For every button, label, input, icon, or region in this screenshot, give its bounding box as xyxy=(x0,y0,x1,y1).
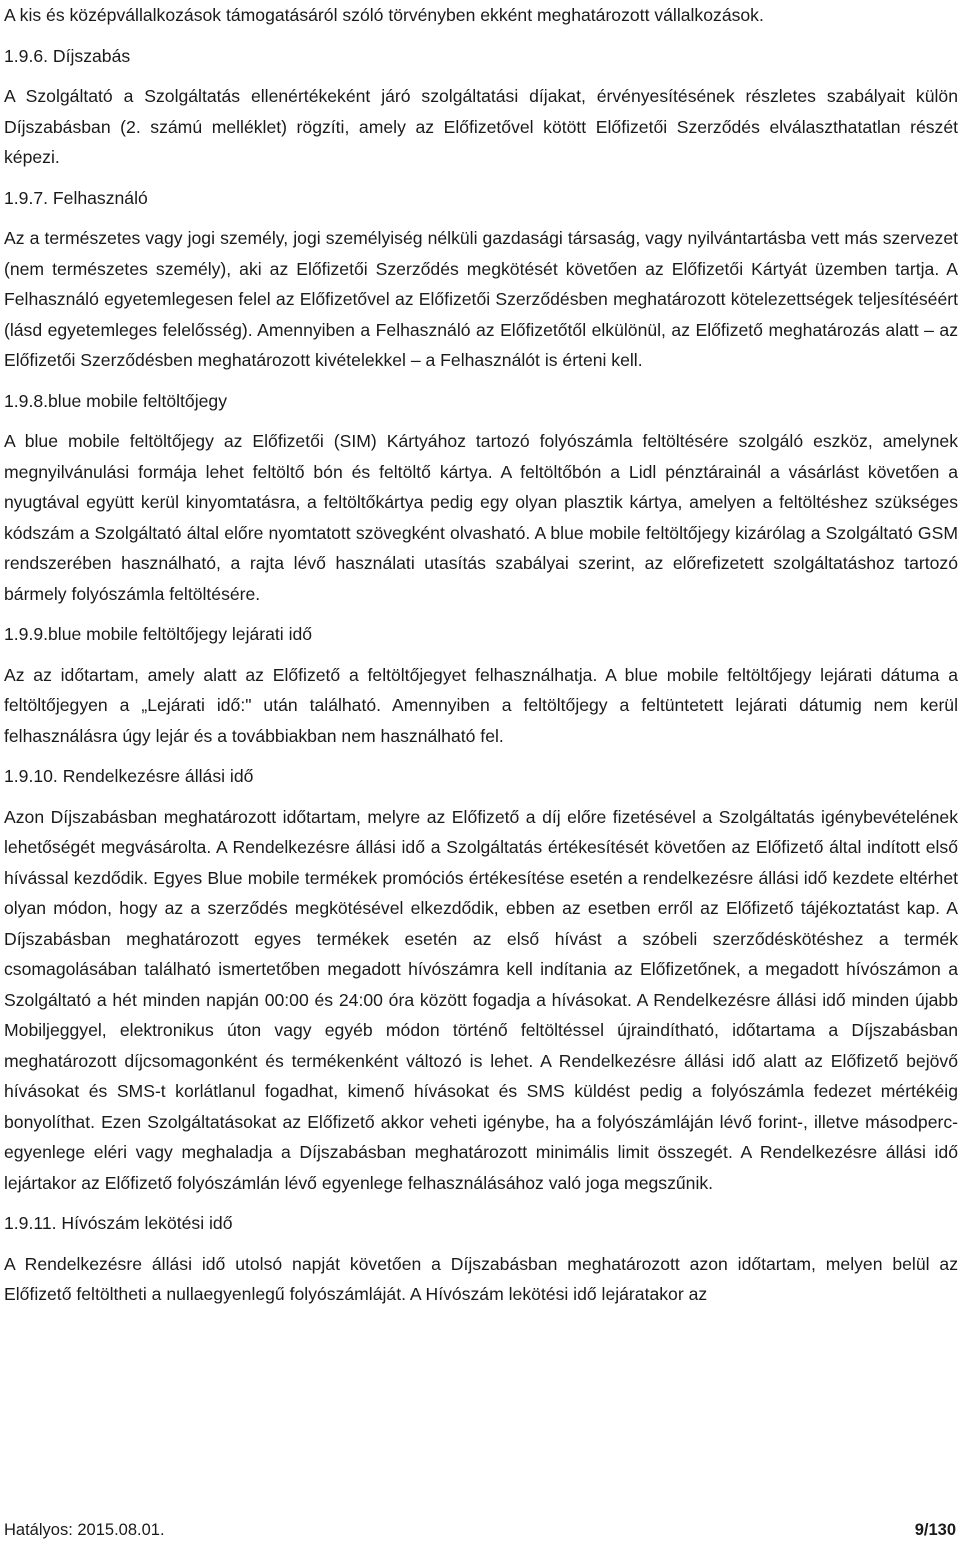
section-felhasznalo xyxy=(4,183,958,376)
section-heading: 1.9.11. Hívószám lekötési idő xyxy=(4,1213,233,1233)
page-number: 9/130 xyxy=(914,1521,956,1539)
section-paragraph: A Rendelkezésre állási idő utolsó napját követően a Díjszabásban meghatározott azon időtartam, melyen belül az Előfizető feltöltheti a nullaegyenlegű folyószámláját. A Hívószám lekötési idő lejáratakor az xyxy=(4,1253,958,1304)
section-paragraph: Azon Díjszabásban meghatározott időtartam, melyre az Előfizető a díj előre fizetésével a Szolgáltatás igénybevételének lehetőségét megvásárolta. A Rendelkezésre állási idő a Szolgáltatás értékesítését követően az Előfizető által indított első hívással kezdődik. Egyes Blue mobile termékek promóciós értékesítése esetén a rendelkezésre állási idő kezdete eltérhet olyan módon, hogy az a szerződés megkötésével elkezdődik, ebben az esetben erről az Előfizető tájékoztatást kap. A Díjszabásban meghatározott egyes termékek esetén az első hívást a szóbeli szerződéskötéshez a termék csomagolásában található ismertetőben megadott hívószámra kell indítania az Előfizetőnek, a megadott hívószámon a Szolgáltató a hét minden napján 00:00 és 24:00 óra között fogadja a hívásokat. A Rendelkezésre állási idő minden újabb Mobiljeggyel, elektronikus úton vagy egyéb módon történő feltöltéssel újraindítható, időtartama a Díjszabásban meghatározott díjcsomagonként és termékenként változó is lehet. A Rendelkezésre állási idő alatt az Előfizető bejövő hívásokat és SMS-t korlátlanul fogadhat, kimenő hívásokat és SMS küldést pedig a folyószámla fedezet mértékéig bonyolíthat. Ezen Szolgáltatásokat az Előfizető akkor veheti igénybe, ha a folyószámláján lévő forint-, illetve másodperc-egyenlege eléri vagy meghaladja a Díjszabásban meghatározott minimális limit összegét. A Rendelkezésre állási idő lejártakor az Előfizető folyószámlán lévő egyenlege felhasználásához való joga megszűnik. xyxy=(4,806,958,1193)
section-heading: 1.9.7. Felhasználó xyxy=(4,187,148,208)
document-page xyxy=(4,0,958,1310)
section-paragraph: A blue mobile feltöltőjegy az Előfizetői (SIM) Kártyához tartozó folyószámla feltöltésére szolgáló eszköz, amelynek megnyilvánulási formája lehet feltöltő bón és feltöltő kártya. A feltöltőbón a Lidl pénztárainál a vásárlást követően a nyugtával együtt kerül kinyomtatásra, a feltöltőkártya pedig egy olyan plasztik kártya, amelyen a feltöltéshez szükséges kódszám a Szolgáltató által előre nyomtatott szövegként olvasható. A blue mobile feltöltőjegy kizárólag a Szolgáltató GSM rendszerében használható, a rajta lévő használati utasítás szabályai szerint, az előrefizetett szolgáltatáshoz tartozó bármely folyószámla feltöltésére. xyxy=(4,431,958,604)
section-paragraph: A Szolgáltató a Szolgáltatás ellenértékeként járó szolgáltatási díjakat, érvényesítésének részletes szabályait külön Díjszabásban (2. számú melléklet) rögzíti, amely az Előfizetővel kötött Előfizetői Szerződés elválaszthatatlan részét képezi. xyxy=(4,86,958,167)
section-heading: 1.9.10. Rendelkezésre állási idő xyxy=(4,766,254,786)
section-feltoltojegy xyxy=(4,386,958,610)
effective-date: Hatályos: 2015.08.01. xyxy=(4,1521,165,1539)
section-dijszabas xyxy=(4,41,958,173)
section-hivoszam-lekotesi-ido xyxy=(4,1208,958,1310)
section-paragraph: Az a természetes vagy jogi személy, jogi személyiség nélküli gazdasági társaság, vagy nyilvántartásba vett más szervezet (nem természetes személy), aki az Előfizetői Szerződés megkötését követően az Előfizetői Kártyát üzemben tartja. A Felhasználó egyetemlegesen felel az Előfizetővel az Előfizetői Szerződésben meghatározott kötelezettségek teljesítéséért (lásd egyetemleges felelősség). Amennyiben a Felhasználó az Előfizetőtől elkülönül, az Előfizető meghatározás alatt – az Előfizetői Szerződésben meghatározott kivételekkel – a Felhasználót is érteni kell. xyxy=(4,228,958,370)
intro-paragraph: A kis és középvállalkozások támogatásáról szóló törvényben ekként meghatározott vállalkozások. xyxy=(4,5,764,25)
page-footer xyxy=(4,1517,956,1543)
section-feltoltojegy-lejarati-ido xyxy=(4,619,958,751)
section-heading: 1.9.9.blue mobile feltöltőjegy lejárati idő xyxy=(4,624,313,644)
section-heading: 1.9.6. Díjszabás xyxy=(4,45,131,66)
section-heading: 1.9.8.blue mobile feltöltőjegy xyxy=(4,390,227,411)
section-rendelkezesre-allasi-ido xyxy=(4,761,958,1198)
section-paragraph: Az az időtartam, amely alatt az Előfizető a feltöltőjegyet felhasználhatja. A blue mobile feltöltőjegy lejárati dátuma a feltöltőjegyen a „Lejárati idő:" után található. Amennyiben a feltöltőjegy a feltüntetett lejárati dátumig nem kerül felhasználásra úgy lejár és a továbbiakban nem használható fel. xyxy=(4,664,958,746)
